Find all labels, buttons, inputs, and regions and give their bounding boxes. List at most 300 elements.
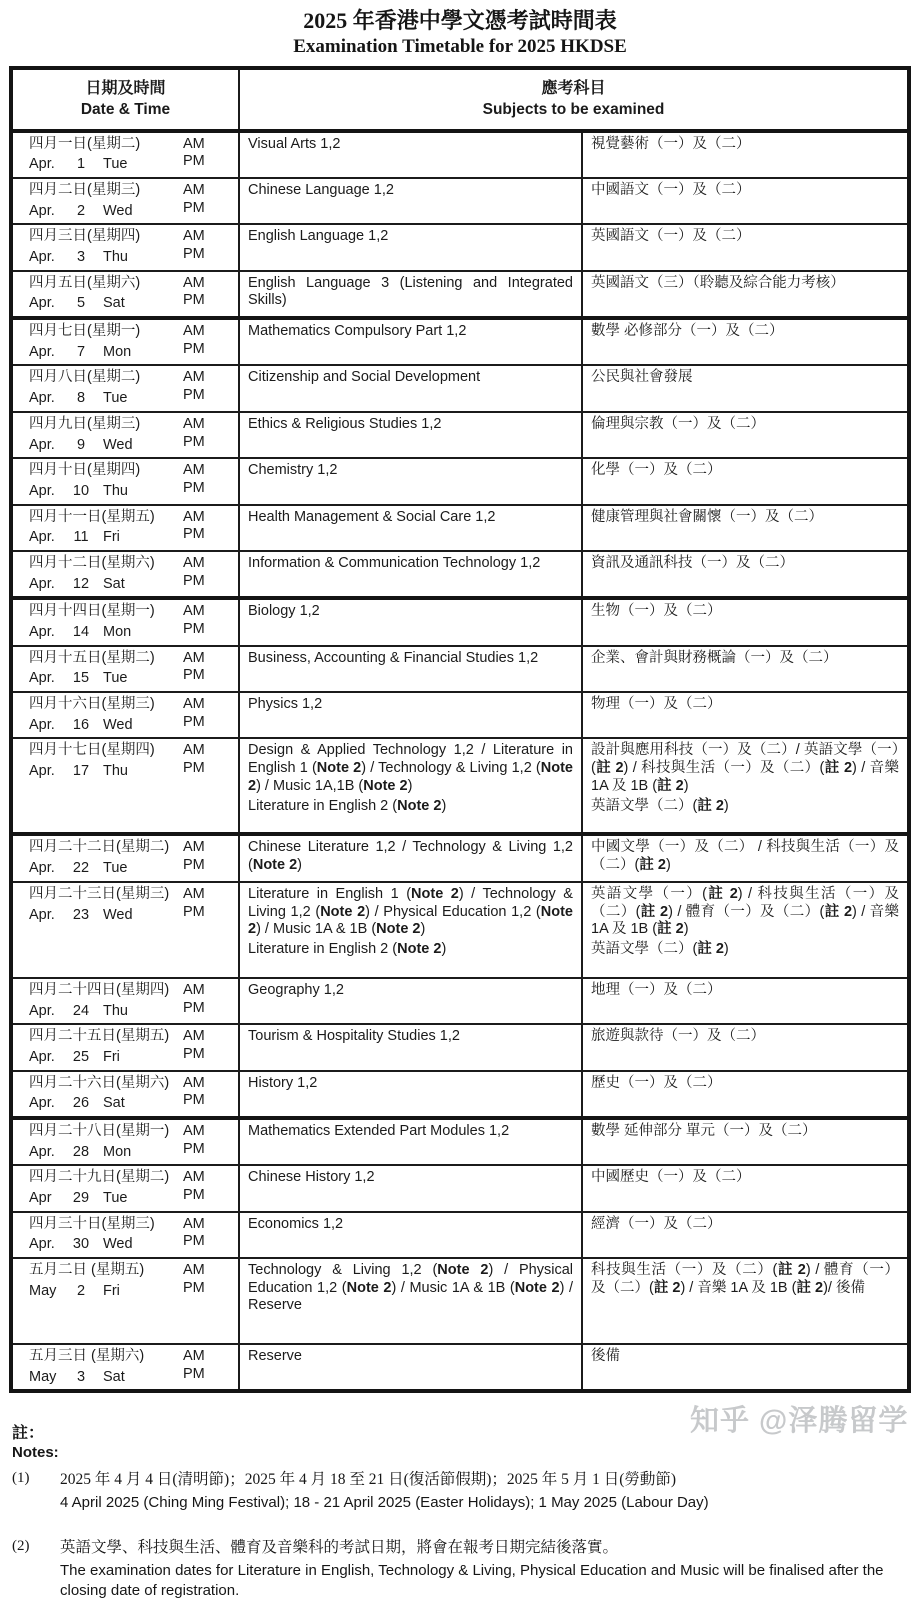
date-month: Apr. <box>29 670 55 687</box>
date-cell <box>11 646 177 692</box>
date-cell <box>11 505 177 551</box>
am-label: AM <box>183 415 205 432</box>
pm-label: PM <box>183 246 205 263</box>
subject-en-cell <box>239 646 582 692</box>
date-en <box>29 1369 169 1387</box>
date-weekday: Fri <box>103 1282 120 1299</box>
date-weekday: Sat <box>103 295 125 312</box>
date-zh: 四月二十六日(星期六) <box>29 1074 170 1091</box>
date-month: May <box>29 1368 57 1385</box>
subject-en-cell <box>239 882 582 978</box>
subject-zh-am: 設計與應用科技（一）及（二）/ 英語文學（一）(註 2) / 科技與生活（一）及（二）(註 2) / 音樂 1A 及 1B (註 2) <box>591 742 900 794</box>
table-row <box>11 1165 909 1211</box>
date-day-number: 22 <box>72 860 90 877</box>
subject-zh-am: 英語文學（一）(註 2) / 科技與生活（一）及（二）(註 2) / 體育（一）及（二）(註 2) / 音樂 1A 及 1B (註 2) <box>591 885 900 938</box>
date-weekday: Thu <box>103 1002 128 1019</box>
table-row <box>11 318 909 365</box>
subject-en-am: Chemistry 1,2 <box>248 462 338 479</box>
table-row <box>11 692 909 738</box>
date-day-number: 25 <box>72 1048 90 1065</box>
pm-label: PM <box>183 433 205 450</box>
date-weekday: Wed <box>103 1236 133 1253</box>
am-label: AM <box>183 885 205 902</box>
date-en <box>29 249 169 267</box>
session-cell <box>177 1071 239 1118</box>
am-label: AM <box>183 181 205 198</box>
session-cell <box>177 978 239 1024</box>
subject-en-am: Citizenship and Social Development <box>248 369 481 386</box>
date-weekday: Wed <box>103 906 133 923</box>
pm-label: PM <box>183 1140 205 1157</box>
date-month: Apr. <box>29 1095 55 1112</box>
session-cell <box>177 738 239 834</box>
pm-label: PM <box>183 387 205 404</box>
subject-zh-am: 資訊及通訊科技（一）及（二） <box>591 554 794 571</box>
date-month: Apr. <box>29 860 55 877</box>
date-month: Apr. <box>29 156 55 173</box>
date-cell <box>11 692 177 738</box>
timetable-body <box>11 131 909 1392</box>
subject-en-cell <box>239 1258 582 1344</box>
date-en <box>29 1236 169 1254</box>
date-day-number: 28 <box>72 1143 90 1160</box>
date-day-number: 23 <box>72 906 90 923</box>
date-weekday: Sat <box>103 1368 125 1385</box>
note-2-en: The examination dates for Literature in English, Technology & Living, Physical Education and Music will be finalised after the closing date of registration. <box>60 1561 884 1599</box>
date-day-number: 16 <box>72 716 90 733</box>
subject-zh-am: 地理（一）及（二） <box>591 981 722 998</box>
subject-zh-am: 後備 <box>591 1348 620 1365</box>
session-cell <box>177 1165 239 1211</box>
subject-en-pm: Literature in English 2 (Note 2) <box>248 940 447 957</box>
date-day-number: 8 <box>76 390 86 407</box>
subject-zh-am: 公民與社會發展 <box>591 369 693 386</box>
date-day-number: 15 <box>72 670 90 687</box>
am-label: AM <box>183 1074 205 1091</box>
pm-label: PM <box>183 1045 205 1062</box>
date-zh: 四月九日(星期三) <box>29 415 141 432</box>
subject-en-am: Health Management & Social Care 1,2 <box>248 508 496 525</box>
subject-zh-cell <box>582 505 909 551</box>
date-en <box>29 390 169 408</box>
date-weekday: Mon <box>103 343 132 360</box>
notes-label-zh: 註： <box>12 1425 45 1443</box>
note-1-en: 4 April 2025 (Ching Ming Festival); 18 - 21 April 2025 (Easter Holidays); 1 May 2025 (Labour Day) <box>60 1494 709 1512</box>
date-en <box>29 1283 169 1301</box>
subject-zh-cell <box>582 1118 909 1165</box>
am-label: AM <box>183 135 205 152</box>
date-zh: 五月三日 (星期六) <box>29 1348 145 1365</box>
pm-label: PM <box>183 903 205 920</box>
date-month: Apr. <box>29 575 55 592</box>
date-cell <box>11 1344 177 1391</box>
date-en <box>29 907 169 925</box>
subject-zh-am: 生物（一）及（二） <box>591 603 722 620</box>
subject-zh-cell <box>582 318 909 365</box>
header-subjects-en: Subjects to be examined <box>482 100 665 118</box>
subject-zh-am: 科技與生活（一）及（二）(註 2) / 體育（一）及（二）(註 2) / 音樂 1A 及 1B (註 2)/ 後備 <box>591 1262 900 1296</box>
date-month: Apr. <box>29 763 55 780</box>
subject-zh-cell <box>582 412 909 458</box>
date-weekday: Thu <box>103 763 128 780</box>
subject-en-am: Economics 1,2 <box>248 1215 344 1232</box>
table-row <box>11 131 909 178</box>
session-cell <box>177 598 239 645</box>
date-cell <box>11 1118 177 1165</box>
date-cell <box>11 738 177 834</box>
subject-zh-am: 視覺藝術（一）及（二） <box>591 135 751 152</box>
date-cell <box>11 271 177 318</box>
note-2-zh: 英語文學、科技與生活、體育及音樂科的考試日期，將會在報考日期完結後落實。 <box>60 1538 619 1556</box>
date-day-number: 5 <box>76 295 86 312</box>
subject-en-cell <box>239 738 582 834</box>
subject-zh-am: 企業、會計與財務概論（一）及（二） <box>591 649 838 666</box>
session-cell <box>177 882 239 978</box>
subject-en-cell <box>239 458 582 504</box>
am-label: AM <box>183 228 205 245</box>
date-cell <box>11 412 177 458</box>
subject-zh-cell <box>582 131 909 178</box>
date-cell <box>11 318 177 365</box>
subject-en-am: Geography 1,2 <box>248 981 344 998</box>
table-row <box>11 224 909 270</box>
subject-zh-am: 數學 必修部分（一）及（二） <box>591 323 784 340</box>
date-weekday: Fri <box>103 1048 120 1065</box>
date-zh: 四月二十二日(星期二) <box>29 839 170 856</box>
date-en <box>29 156 169 174</box>
header-subjects-zh: 應考科目 <box>541 80 606 98</box>
date-zh: 四月二十三日(星期三) <box>29 885 170 902</box>
subject-zh-cell <box>582 1071 909 1118</box>
date-en <box>29 483 169 501</box>
watermark: 知乎 @泽腾留学 <box>690 1405 909 1437</box>
table-row <box>11 1344 909 1391</box>
am-label: AM <box>183 1262 205 1279</box>
table-row <box>11 178 909 224</box>
subject-en-cell <box>239 1165 582 1211</box>
am-label: AM <box>183 554 205 571</box>
subject-en-cell <box>239 1344 582 1391</box>
date-month: Apr. <box>29 624 55 641</box>
date-month: May <box>29 1282 57 1299</box>
am-label: AM <box>183 1215 205 1232</box>
subject-zh-cell <box>582 1344 909 1391</box>
am-label: AM <box>183 839 205 856</box>
pm-label: PM <box>183 1279 205 1296</box>
date-en <box>29 1190 169 1208</box>
date-day-number: 10 <box>72 482 90 499</box>
subject-en-cell <box>239 692 582 738</box>
date-zh: 四月一日(星期二) <box>29 135 141 152</box>
date-weekday: Thu <box>103 482 128 499</box>
date-month: Apr. <box>29 482 55 499</box>
date-cell <box>11 882 177 978</box>
session-cell <box>177 1024 239 1070</box>
date-en <box>29 344 169 362</box>
date-cell <box>11 551 177 598</box>
subject-en-cell <box>239 598 582 645</box>
pm-label: PM <box>183 760 205 777</box>
date-weekday: Wed <box>103 436 133 453</box>
pm-label: PM <box>183 479 205 496</box>
session-cell <box>177 551 239 598</box>
pm-label: PM <box>183 199 205 216</box>
pm-label: PM <box>183 1365 205 1382</box>
subject-en-cell <box>239 505 582 551</box>
date-zh: 四月二十八日(星期一) <box>29 1122 170 1139</box>
date-month: Apr. <box>29 1002 55 1019</box>
subject-zh-cell <box>582 1024 909 1070</box>
am-label: AM <box>183 742 205 759</box>
session-cell <box>177 458 239 504</box>
date-day-number: 29 <box>72 1190 90 1207</box>
subject-en-am: Information & Communication Technology 1,2 <box>248 554 541 571</box>
timetable <box>9 66 911 1393</box>
date-weekday: Sat <box>103 1095 125 1112</box>
pm-label: PM <box>183 1092 205 1109</box>
pm-label: PM <box>183 999 205 1016</box>
table-row <box>11 738 909 834</box>
table-row <box>11 271 909 318</box>
date-zh: 四月三十日(星期三) <box>29 1215 155 1232</box>
pm-label: PM <box>183 572 205 589</box>
date-month: Apr. <box>29 906 55 923</box>
session-cell <box>177 131 239 178</box>
date-month: Apr. <box>29 343 55 360</box>
subject-en-cell <box>239 271 582 318</box>
date-weekday: Wed <box>103 716 133 733</box>
subject-zh-am: 倫理與宗教（一）及（二） <box>591 415 765 432</box>
am-label: AM <box>183 1122 205 1139</box>
date-weekday: Fri <box>103 529 120 546</box>
date-day-number: 30 <box>72 1236 90 1253</box>
date-day-number: 24 <box>72 1002 90 1019</box>
subject-en-am: History 1,2 <box>248 1074 318 1091</box>
header-row <box>11 68 909 130</box>
subject-en-cell <box>239 412 582 458</box>
subject-zh-cell <box>582 882 909 978</box>
am-label: AM <box>183 274 205 291</box>
subject-zh-am: 數學 延伸部分 單元（一）及（二） <box>591 1122 817 1139</box>
subject-zh-am: 歷史（一）及（二） <box>591 1074 722 1091</box>
subject-en-cell <box>239 551 582 598</box>
subject-en-am: Chinese History 1,2 <box>248 1169 375 1186</box>
date-zh: 四月十四日(星期一) <box>29 603 155 620</box>
subject-en-cell <box>239 834 582 881</box>
pm-label: PM <box>183 340 205 357</box>
note-item-1 <box>12 1470 906 1513</box>
date-zh: 四月十六日(星期三) <box>29 696 155 713</box>
table-row <box>11 834 909 881</box>
date-en <box>29 1095 169 1113</box>
date-month: Apr <box>29 1190 52 1207</box>
date-zh: 四月七日(星期一) <box>29 323 141 340</box>
am-label: AM <box>183 508 205 525</box>
note-2-number: (2) <box>12 1537 30 1554</box>
table-row <box>11 1118 909 1165</box>
pm-label: PM <box>183 1187 205 1204</box>
subject-en-cell <box>239 978 582 1024</box>
am-label: AM <box>183 1348 205 1365</box>
date-cell <box>11 178 177 224</box>
table-row <box>11 978 909 1024</box>
subject-en-am: English Language 3 (Listening and Integrated Skills) <box>248 274 573 309</box>
header-date-zh: 日期及時間 <box>85 80 166 98</box>
date-month: Apr. <box>29 529 55 546</box>
pm-label: PM <box>183 153 205 170</box>
subject-zh-cell <box>582 738 909 834</box>
subject-en-am: Business, Accounting & Financial Studies 1,2 <box>248 649 539 666</box>
subject-zh-cell <box>582 1258 909 1344</box>
subject-zh-am: 健康管理與社會關懷（一）及（二） <box>591 508 823 525</box>
subject-zh-cell <box>582 551 909 598</box>
table-row <box>11 1212 909 1258</box>
date-zh: 四月二十九日(星期二) <box>29 1169 170 1186</box>
date-zh: 四月十日(星期四) <box>29 462 141 479</box>
am-label: AM <box>183 1169 205 1186</box>
date-en <box>29 763 169 781</box>
note-1-zh: 2025 年 4 月 4 日(清明節)；2025 年 4 月 18 至 21 日(復活節假期)；2025 年 5 月 1 日(勞動節) <box>60 1471 677 1489</box>
date-en <box>29 437 169 455</box>
date-en <box>29 717 169 735</box>
am-label: AM <box>183 696 205 713</box>
subject-zh-cell <box>582 1165 909 1211</box>
header-date-en: Date & Time <box>80 100 171 118</box>
date-day-number: 2 <box>76 1282 86 1299</box>
subject-en-am: Tourism & Hospitality Studies 1,2 <box>248 1028 460 1045</box>
header-subjects <box>239 68 909 130</box>
date-cell <box>11 1024 177 1070</box>
session-cell <box>177 412 239 458</box>
session-cell <box>177 505 239 551</box>
session-cell <box>177 1212 239 1258</box>
am-label: AM <box>183 649 205 666</box>
session-cell <box>177 318 239 365</box>
date-weekday: Wed <box>103 202 133 219</box>
date-zh: 四月十一日(星期五) <box>29 508 155 525</box>
date-cell <box>11 224 177 270</box>
subject-zh-cell <box>582 458 909 504</box>
date-weekday: Mon <box>103 624 132 641</box>
date-day-number: 11 <box>73 529 89 546</box>
date-weekday: Tue <box>103 670 128 687</box>
subject-en-cell <box>239 318 582 365</box>
subject-en-cell <box>239 131 582 178</box>
date-zh: 五月二日 (星期五) <box>29 1262 145 1279</box>
pm-label: PM <box>183 526 205 543</box>
date-en <box>29 203 169 221</box>
date-weekday: Tue <box>103 860 128 877</box>
subject-en-cell <box>239 178 582 224</box>
subject-zh-am: 旅遊與款待（一）及（二） <box>591 1028 765 1045</box>
subject-en-am: Mathematics Compulsory Part 1,2 <box>248 323 467 340</box>
am-label: AM <box>183 1028 205 1045</box>
pm-label: PM <box>183 667 205 684</box>
subject-en-am: Literature in English 1 (Note 2) / Technology & Living 1,2 (Note 2) / Physical Education 1,2 (Note 2) / Music 1A & 1B (Note 2) <box>248 885 573 938</box>
session-cell <box>177 1344 239 1391</box>
notes-section <box>12 1420 906 1601</box>
date-en <box>29 670 169 688</box>
date-zh: 四月五日(星期六) <box>29 274 141 291</box>
subject-zh-cell <box>582 834 909 881</box>
header-date-time <box>11 68 239 130</box>
date-en <box>29 624 169 642</box>
subject-zh-cell <box>582 271 909 318</box>
date-en <box>29 529 169 547</box>
subject-zh-am: 中國語文（一）及（二） <box>591 181 751 198</box>
pm-label: PM <box>183 713 205 730</box>
am-label: AM <box>183 603 205 620</box>
session-cell <box>177 834 239 881</box>
table-row <box>11 458 909 504</box>
date-weekday: Thu <box>103 249 128 266</box>
date-zh: 四月十七日(星期四) <box>29 742 155 759</box>
date-month: Apr. <box>29 202 55 219</box>
note-item-2 <box>12 1538 906 1601</box>
date-cell <box>11 1258 177 1344</box>
table-row <box>11 646 909 692</box>
date-weekday: Mon <box>103 1143 132 1160</box>
date-cell <box>11 1165 177 1211</box>
subject-zh-am: 化學（一）及（二） <box>591 462 722 479</box>
date-cell <box>11 598 177 645</box>
subject-en-am: Design & Applied Technology 1,2 / Literature in English 1 (Note 2) / Technology & Living 1,2 (Note 2) / Music 1A,1B (Note 2) <box>248 742 573 794</box>
subject-en-am: Chinese Language 1,2 <box>248 181 394 198</box>
date-month: Apr. <box>29 390 55 407</box>
notes-label-en: Notes: <box>12 1444 59 1462</box>
date-cell <box>11 978 177 1024</box>
pm-label: PM <box>183 621 205 638</box>
date-en <box>29 1144 169 1162</box>
subject-en-am: Visual Arts 1,2 <box>248 135 341 152</box>
table-row <box>11 551 909 598</box>
date-day-number: 3 <box>76 1368 86 1385</box>
date-day-number: 26 <box>72 1095 90 1112</box>
session-cell <box>177 1258 239 1344</box>
date-cell <box>11 458 177 504</box>
subject-en-cell <box>239 365 582 411</box>
page-title-zh: 2025 年香港中學文憑考試時間表 <box>303 8 617 33</box>
pm-label: PM <box>183 857 205 874</box>
date-cell <box>11 1071 177 1118</box>
date-en <box>29 576 169 594</box>
date-cell <box>11 834 177 881</box>
subject-zh-cell <box>582 224 909 270</box>
table-row <box>11 1258 909 1344</box>
session-cell <box>177 178 239 224</box>
session-cell <box>177 365 239 411</box>
subject-zh-am: 中國文學（一）及（二） / 科技與生活（一）及（二）(註 2) <box>591 839 899 874</box>
date-day-number: 9 <box>76 436 86 453</box>
date-day-number: 1 <box>76 156 86 173</box>
table-row <box>11 882 909 978</box>
date-en <box>29 1049 169 1067</box>
subject-zh-am: 經濟（一）及（二） <box>591 1215 722 1232</box>
date-weekday: Tue <box>103 390 128 407</box>
date-month: Apr. <box>29 1236 55 1253</box>
date-month: Apr. <box>29 716 55 733</box>
subject-en-cell <box>239 1118 582 1165</box>
date-zh: 四月三日(星期四) <box>29 228 141 245</box>
date-cell <box>11 365 177 411</box>
pm-label: PM <box>183 1233 205 1250</box>
subject-en-cell <box>239 224 582 270</box>
date-weekday: Sat <box>103 575 125 592</box>
am-label: AM <box>183 323 205 340</box>
subject-zh-pm: 英語文學（二）(註 2) <box>591 797 729 814</box>
subject-en-cell <box>239 1024 582 1070</box>
date-month: Apr. <box>29 1048 55 1065</box>
